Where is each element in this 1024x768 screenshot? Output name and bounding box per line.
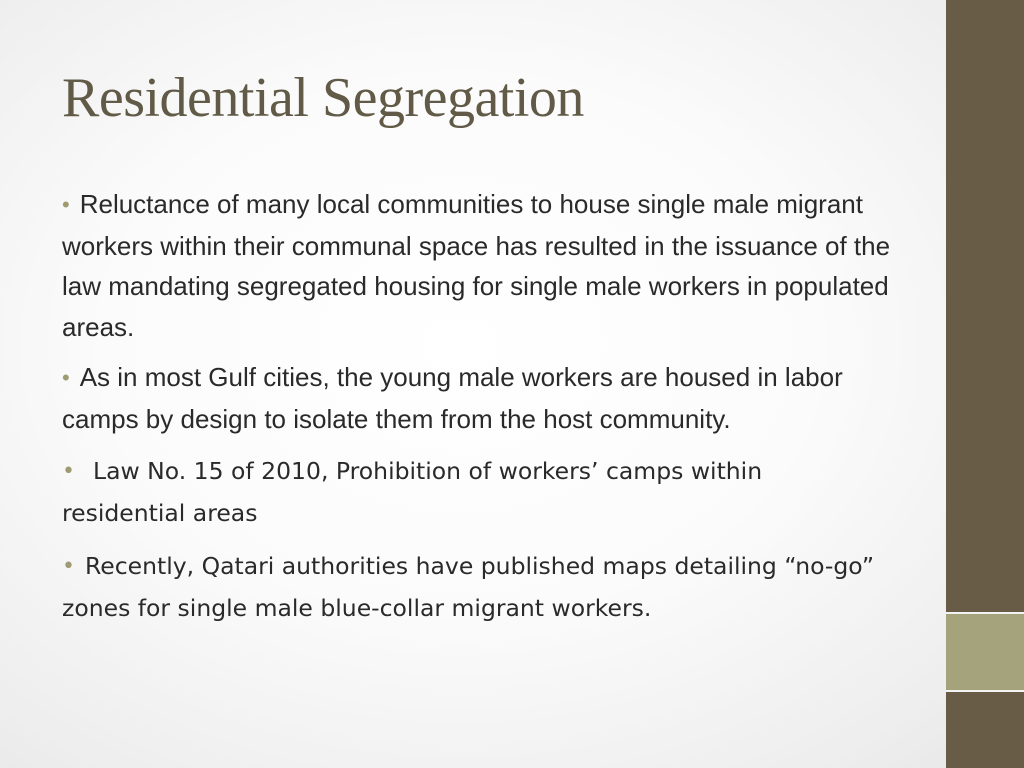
bullet-text: Reluctance of many local communities to house single male migrant workers within their communal space has resulted in the issuance of the law mandating segregated housing for single male workers in populated areas. [62, 189, 891, 342]
bullet-text: Law No. 15 of 2010, Prohibition of workers’ camps within residential areas [62, 457, 763, 527]
slide-title: Residential Segregation [62, 67, 584, 129]
bullet-text: Recently, Qatari authorities have published maps detailing “no-go” zones for single male blue-collar migrant workers. [62, 552, 875, 622]
bullet-item [62, 184, 892, 347]
bullet-marker: • [62, 365, 70, 390]
decorative-sidebar [946, 0, 1024, 768]
bullet-item [62, 451, 892, 533]
sidebar-band-dark-top [946, 0, 1024, 612]
bullet-item [62, 357, 892, 439]
bullet-list [62, 184, 892, 628]
sidebar-band-dark-bottom [946, 692, 1024, 768]
bullet-marker: • [62, 554, 75, 579]
sidebar-band-light [946, 614, 1024, 690]
bullet-marker: • [62, 192, 70, 217]
bullet-item [62, 546, 892, 628]
bullet-marker: • [62, 459, 75, 484]
bullet-text: As in most Gulf cities, the young male workers are housed in labor camps by design to isolate them from the host community. [62, 362, 843, 434]
